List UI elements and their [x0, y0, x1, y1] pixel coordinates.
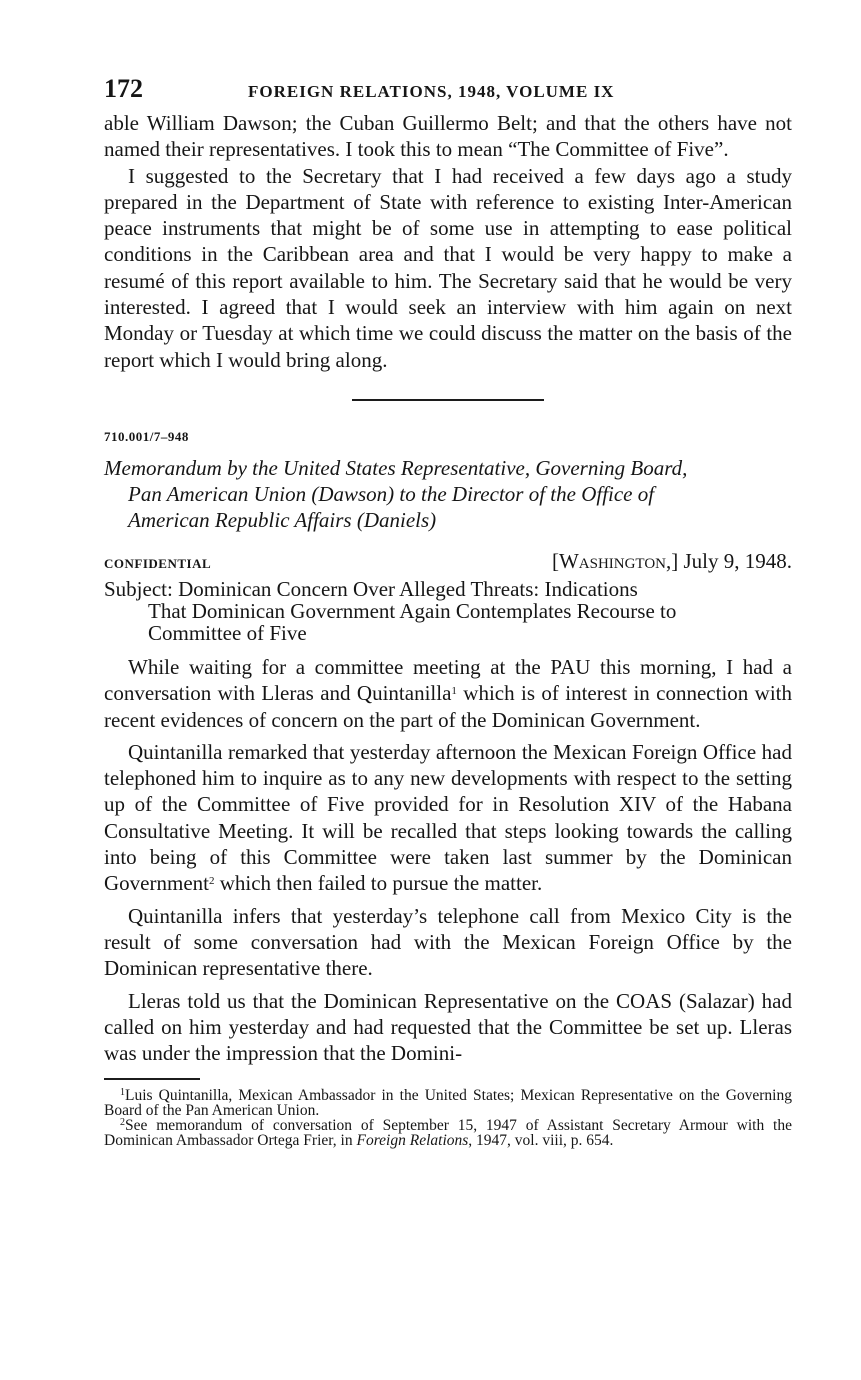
- footnote-text: See memorandum of conversation of September 15, 1947 of Assistant Secretary Armour with the Dominican Ambassador Ortega Frier, in: [104, 1117, 792, 1150]
- footnote: [104, 1118, 792, 1148]
- subject-line: Dominican Concern Over Alleged Threats: Indications: [178, 576, 638, 601]
- footnote: [104, 1088, 792, 1118]
- footnote-divider: [104, 1078, 200, 1080]
- paragraph-continued: able William Dawson; the Cuban Guillermo Belt; and that the others have not named their representatives. I took this to mean “The Committee of Five”.: [104, 111, 792, 162]
- running-title: FOREIGN RELATIONS, 1948, VOLUME IX: [248, 82, 615, 101]
- footnote-ref: 1: [451, 685, 457, 698]
- body-paragraph: [104, 654, 792, 733]
- footnotes: [104, 1088, 792, 1148]
- body-text: While waiting for a committee meeting at the PAU this morning, I had a conversation with Lleras and Quintanilla: [104, 654, 792, 706]
- place-and-date: [552, 549, 792, 574]
- body-text: which then failed to pursue the matter.: [214, 871, 543, 896]
- paragraph-suggestion: I suggested to the Secretary that I had received a few days ago a study prepared in the Department of State with reference to existing Inter-American peace instruments that might be of some use in attempting to ease political conditions in the Caribbean area and that I would be very happy to make a resumé of this report available to him. The Secretary said that he would be very interested. I agreed that I would seek an interview with him again on next Monday or Tuesday at which time we could discuss the matter on the basis of the report which I would bring along.: [104, 163, 792, 372]
- date: July 9, 1948.: [683, 548, 792, 573]
- footnote-text: , 1947, vol. viii, p. 654.: [468, 1132, 614, 1150]
- page-header: [104, 74, 792, 108]
- body-text: which is of interest in connection with recent evidences of concern on the part of the Dominican Government.: [104, 681, 792, 732]
- footnote-text: Luis Quintanilla, Mexican Ambassador in the United States; Mexican Representative on the Governing Board of the Pan American Union.: [104, 1087, 792, 1120]
- subject-line: That Dominican Government Again Contemplates Recourse to: [148, 598, 677, 623]
- document-title: [104, 455, 792, 533]
- document-title-line: Memorandum by the United States Representative, Governing Board,: [104, 455, 688, 480]
- place: [Washington,]: [551, 548, 679, 573]
- document-title-line: American Republic Affairs (Daniels): [128, 507, 437, 532]
- footnote-mark: 1: [120, 1087, 125, 1099]
- subject-line: Committee of Five: [148, 620, 307, 645]
- footnote-ref: 2: [208, 875, 215, 888]
- section-divider: [352, 399, 544, 401]
- footnote-mark: 2: [120, 1117, 125, 1129]
- body-paragraph: Lleras told us that the Dominican Representative on the COAS (Salazar) had called on him yesterday and had requested that the Committee be set up. Lleras was under the impression that the Domini-: [104, 988, 792, 1066]
- footnote-citation-title: Foreign Relations: [356, 1132, 469, 1150]
- body-paragraph: Quintanilla infers that yesterday’s telephone call from Mexico City is the result of some conversation had with the Mexican Foreign Office by the Dominican representative there.: [104, 903, 792, 981]
- subject-label: Subject:: [104, 576, 173, 601]
- document-title-line: Pan American Union (Dawson) to the Director of the Office of: [128, 481, 655, 506]
- classification-label: CONFIDENTIAL: [104, 555, 212, 571]
- body-paragraph: [104, 739, 792, 897]
- subject-block: [104, 578, 792, 644]
- document-file-number: 710.001/7–948: [104, 428, 189, 444]
- page-number: 172: [104, 74, 143, 103]
- body-text: Quintanilla remarked that yesterday afternoon the Mexican Foreign Office had telephoned him to inquire as to any new developments with respect to the setting up of the Committee of Five provided for in Resolution XIV of the Habana Consultative Meeting. It will be recalled that steps looking towards the calling into being of this Committee were taken last summer by the Dominican Government: [104, 739, 792, 896]
- classification-row: [104, 549, 792, 574]
- document-page: [104, 74, 792, 1148]
